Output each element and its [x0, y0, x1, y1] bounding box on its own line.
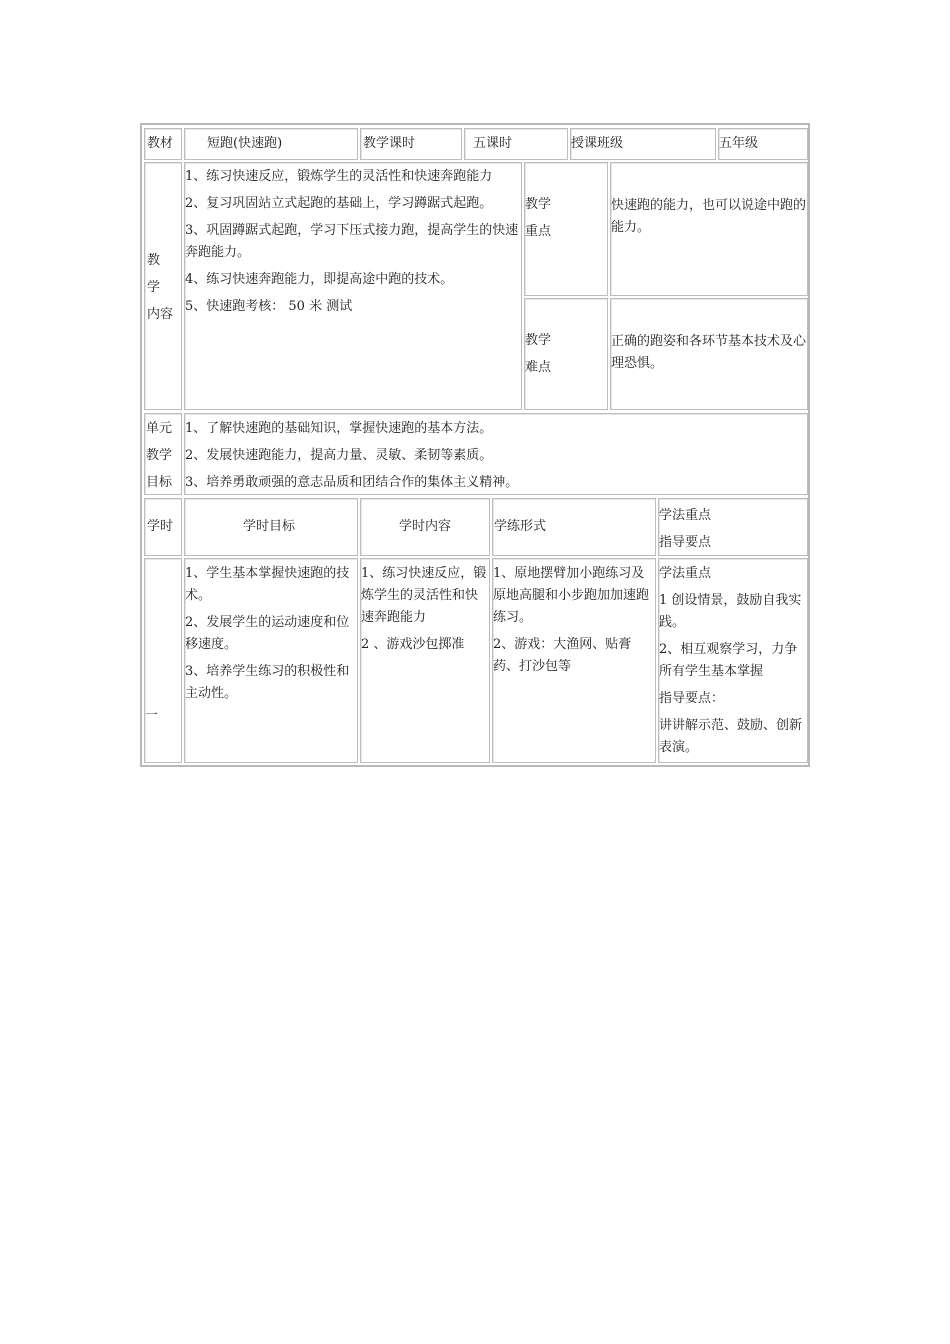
- lesson-goal-item: 2、发展学生的运动速度和位移速度。: [185, 615, 350, 652]
- key-label: 教学 重点: [524, 162, 608, 296]
- class-label: 授课班级: [570, 128, 716, 160]
- content-item: 1、练习快速反应，锻炼学生的灵活性和快速奔跑能力: [185, 169, 493, 184]
- lesson-content-item: 2 、游戏沙包掷准: [361, 637, 465, 652]
- class-value: 五年级: [718, 128, 808, 160]
- difficulty-label: 教学 难点: [524, 298, 608, 410]
- content-items: [184, 162, 522, 410]
- hours-label: 教学课时: [360, 128, 462, 160]
- lesson-form-header: 学练形式: [492, 498, 656, 556]
- lesson-goal-item: 3、培养学生练习的积极性和主动性。: [185, 664, 350, 701]
- lesson-methods: [658, 558, 808, 763]
- lesson-method-item: 2、相互观察学习，力争所有学生基本掌握: [659, 642, 798, 679]
- unit-goals-items: [184, 413, 808, 495]
- lesson-method-item: 指导要点：: [659, 691, 725, 706]
- material-label: 教材: [144, 128, 182, 160]
- hours-value: 五课时: [464, 128, 568, 160]
- content-item: 5、快速跑考核： 50 米 测试: [185, 299, 353, 314]
- content-item: 3、巩固蹲踞式起跑，学习下压式接力跑，提高学生的快速奔跑能力。: [185, 223, 519, 260]
- content-item: 2、复习巩固站立式起跑的基础上，学习蹲踞式起跑。: [185, 196, 493, 211]
- lesson-contents: [360, 558, 490, 763]
- lesson-goal-item: 1、学生基本掌握快速跑的技术。: [185, 566, 350, 603]
- lesson-content-header: 学时内容: [360, 498, 490, 556]
- unit-goal-item: 2、发展快速跑能力，提高力量、灵敏、柔韧等素质。: [185, 448, 493, 463]
- lesson-form-item: 1、原地摆臂加小跑练习及原地高腿和小步跑加加速跑练习。: [493, 566, 650, 625]
- lesson-content-item: 1、练习快速反应，锻炼学生的灵活性和快速奔跑能力: [361, 566, 487, 625]
- lesson-hour: 一: [144, 558, 182, 763]
- unit-goal-item: 3、培养勇敢顽强的意志品质和团结合作的集体主义精神。: [185, 475, 519, 490]
- key-value: 快速跑的能力，也可以说途中跑的能力。: [610, 162, 808, 296]
- lesson-goals: [184, 558, 358, 763]
- content-label: 教 学 内容: [144, 162, 182, 410]
- lesson-plan-table: [140, 123, 810, 767]
- unit-goal-item: 1、了解快速跑的基础知识，掌握快速跑的基本方法。: [185, 421, 493, 436]
- lesson-hour-header: 学时: [144, 498, 182, 556]
- lesson-method-item: 学法重点: [659, 566, 712, 581]
- lesson-method-item: 讲讲解示范、鼓励、创新表演。: [659, 718, 803, 755]
- lesson-forms: [492, 558, 656, 763]
- unit-goals-label: 单元 教学 目标: [144, 413, 182, 495]
- lesson-form-item: 2、游戏：大渔网、贴膏药、打沙包等: [493, 637, 632, 674]
- lesson-method-header: 学法重点 指导要点: [658, 498, 808, 556]
- lesson-method-item: 1 创设情景，鼓励自我实践。: [659, 593, 802, 630]
- lesson-goal-header: 学时目标: [184, 498, 358, 556]
- material-value: 短跑(快速跑): [184, 128, 358, 160]
- content-item: 4、练习快速奔跑能力，即提高途中跑的技术。: [185, 272, 454, 287]
- difficulty-value: 正确的跑姿和各环节基本技术及心理恐惧。: [610, 298, 808, 410]
